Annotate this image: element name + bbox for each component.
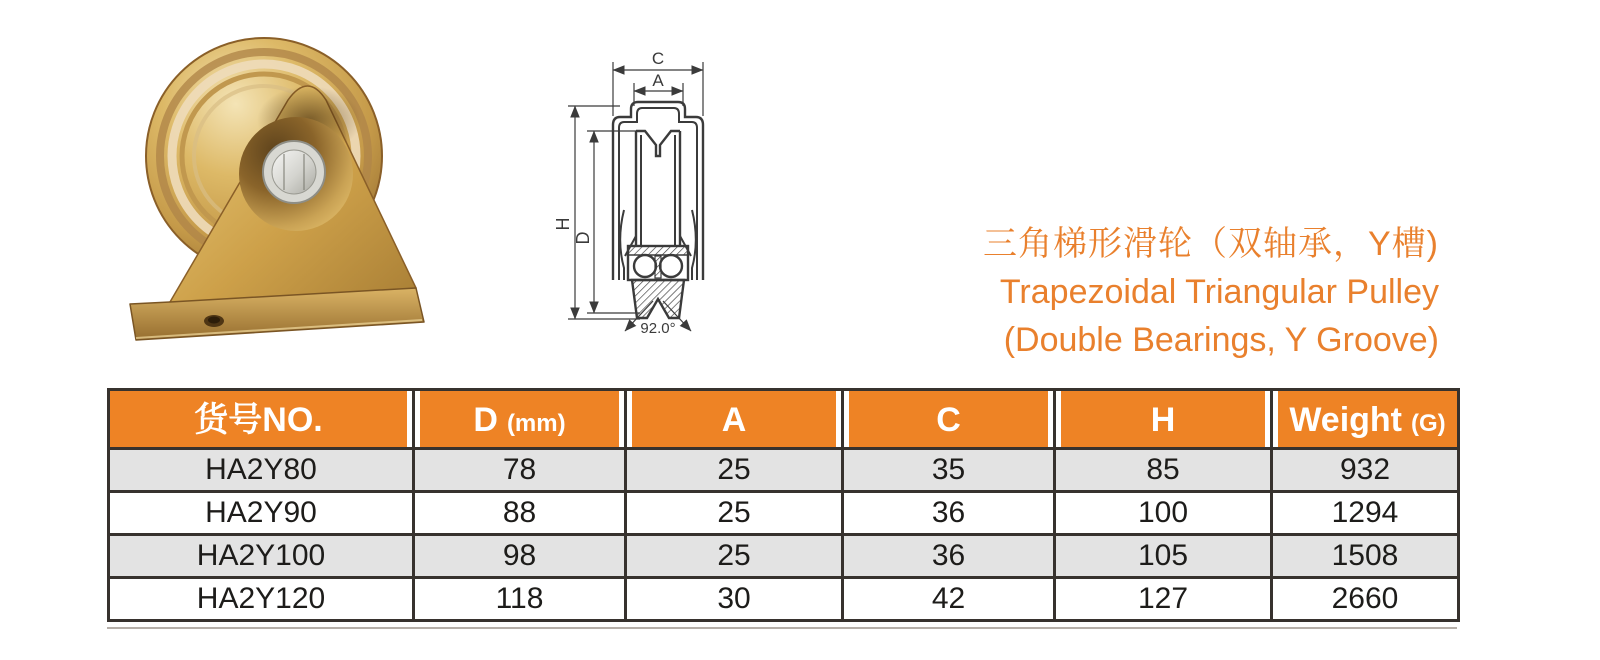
cell-d: 88 [414,492,626,535]
product-title-en-line1: Trapezoidal Triangular Pulley [999,273,1439,311]
cell-a: 25 [626,492,843,535]
dim-label-d: D [573,231,593,245]
cell-h: 127 [1055,578,1272,621]
header-unit: (mm) [506,410,566,437]
header-unit: (G) [1411,410,1446,437]
spec-table-container [107,388,1460,622]
cell-weight: 1294 [1272,492,1459,535]
cell-h: 105 [1055,535,1272,578]
dim-label-a: A [652,71,664,90]
header-label: Weight [1289,401,1403,439]
cell-weight: 2660 [1272,578,1459,621]
cross-section-drawing [528,28,790,364]
bearing-left [634,255,656,277]
table-row [109,492,1459,535]
cell-item-no: HA2Y90 [109,492,414,535]
cell-d: 98 [414,535,626,578]
column-header-h [1055,390,1272,449]
cell-weight: 932 [1272,449,1459,492]
dim-label-c: C [651,49,665,68]
product-title-zh: 三角梯形滑轮（双轴承，Y槽) [983,225,1439,263]
column-header-c [843,390,1055,449]
dimension-h [568,106,640,319]
technical-drawing [528,28,790,364]
cell-item-no: HA2Y120 [109,578,414,621]
column-header-d [414,390,626,449]
bearing-right [660,255,682,277]
angle-label: 92.0° [640,320,676,337]
cell-item-no: HA2Y100 [109,535,414,578]
cell-d: 118 [414,578,626,621]
header-label: A [721,401,747,439]
groove-shaft-section [632,280,684,318]
cell-c: 36 [843,535,1055,578]
cell-weight: 1508 [1272,535,1459,578]
cell-item-no: HA2Y80 [109,449,414,492]
table-underline-rule [107,627,1457,629]
column-header-weight [1272,390,1459,449]
cell-c: 36 [843,492,1055,535]
header-label: 货号NO. [194,401,323,439]
header-label: D [473,401,498,439]
header-row [109,390,1459,449]
cell-h: 85 [1055,449,1272,492]
column-header-item-no [109,390,414,449]
cell-a: 30 [626,578,843,621]
cell-c: 35 [843,449,1055,492]
cell-a: 25 [626,535,843,578]
product-title-block [799,220,1439,364]
wheel-section [636,131,680,246]
cell-c: 42 [843,578,1055,621]
product-photo [112,4,434,366]
product-title-en-line2: (Double Bearings, Y Groove) [1003,321,1439,359]
header-label: H [1150,401,1176,439]
spec-table [107,388,1460,622]
pulley-photo-illustration [112,4,434,366]
cell-d: 78 [414,449,626,492]
header-label: C [936,401,961,439]
dim-label-h: H [553,217,573,231]
table-row [109,449,1459,492]
bearing-block [628,246,688,280]
column-header-a [626,390,843,449]
cell-h: 100 [1055,492,1272,535]
table-row [109,578,1459,621]
table-row [109,535,1459,578]
cell-a: 25 [626,449,843,492]
axle-bolt [272,150,316,194]
